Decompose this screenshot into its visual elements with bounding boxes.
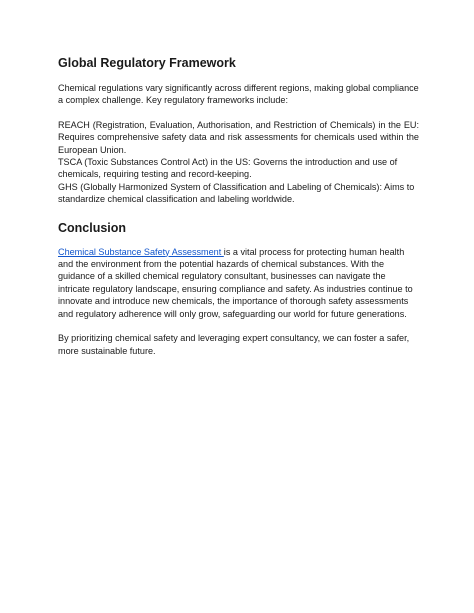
conclusion-heading: Conclusion bbox=[58, 220, 127, 235]
reach-paragraph: REACH (Registration, Evaluation, Authorisation, and Restriction of Chemicals) in the EU: Requires comprehensive safety data and risk assessments for chemicals used within the European Union. bbox=[58, 119, 419, 155]
paragraph-spacer bbox=[58, 107, 419, 119]
safety-assessment-link[interactable]: Chemical Substance Safety Assessment bbox=[58, 246, 224, 257]
conclusion-section bbox=[58, 221, 419, 357]
tsca-paragraph: TSCA (Toxic Substances Control Act) in the US: Governs the introduction and use of chemicals, requiring testing and record-keeping. bbox=[58, 157, 398, 180]
regulatory-framework-section bbox=[58, 56, 419, 206]
conclusion-paragraph bbox=[58, 246, 419, 320]
framework-intro: Chemical regulations vary significantly across different regions, making global compliance a complex challenge. Key regulatory frameworks include: bbox=[58, 83, 419, 106]
conclusion-paragraph-text: is a vital process for protecting human health and the environment from the potential hazards of chemical substances. With the guidance of a skilled chemical regulatory consultant, businesses can navigate the intricate regulatory landscape, ensuring compliance and safety. As industries continue to innovate and introduce new chemicals, the importance of thorough safety assessments and regulatory adherence will only grow, safeguarding our world for future generations. bbox=[58, 246, 413, 319]
closing-paragraph: By prioritizing chemical safety and leveraging expert consultancy, we can foster a safer, more sustainable future. bbox=[58, 333, 410, 356]
framework-heading: Global Regulatory Framework bbox=[58, 56, 236, 70]
ghs-paragraph: GHS (Globally Harmonized System of Classification and Labeling of Chemicals): Aims to standardize chemical classification and labeling worldwide. bbox=[58, 181, 415, 205]
paragraph-spacer bbox=[58, 320, 419, 332]
